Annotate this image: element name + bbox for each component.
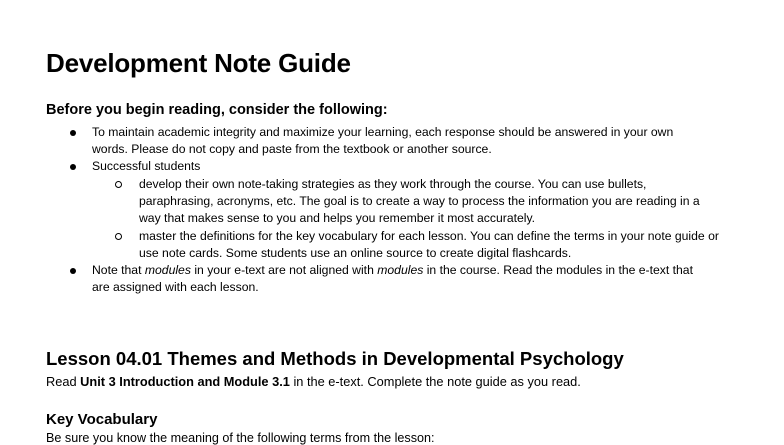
vocab-heading: Key Vocabulary <box>46 411 158 428</box>
intro-heading: Before you begin reading, consider the following: <box>46 102 388 118</box>
sub-list-item-text: develop their own note-taking strategies as they work through the course. You can use bullets, paraphrasing, acronyms, etc. The goal is to create a way to process the information you are reading in a way that makes sense to you and helps you remember it most accurately. <box>139 177 700 226</box>
circle-bullet-icon <box>115 233 122 240</box>
list-item-text: Successful students <box>92 159 201 173</box>
bullet-icon <box>70 268 76 274</box>
sub-list-item-text: master the definitions for the key vocabulary for each lesson. You can define the terms in your note guide or use note cards. Some students use an online source to create digital flashcards. <box>139 229 719 261</box>
list-item-text: Note that modules in your e-text are not aligned with modules in the course. Read the modules in the e-text that are assigned with each lesson. <box>92 263 693 295</box>
lesson-heading: Lesson 04.01 Themes and Methods in Developmental Psychology <box>46 348 624 369</box>
bullet-icon <box>70 130 76 136</box>
page-title: Development Note Guide <box>46 48 351 78</box>
reading-instructions: Read Unit 3 Introduction and Module 3.1 in the e-text. Complete the note guide as you read. <box>46 374 581 389</box>
list-item-text: To maintain academic integrity and maximize your learning, each response should be answered in your own words. Please do not copy and paste from the textbook or another source. <box>92 125 674 157</box>
vocab-intro: Be sure you know the meaning of the following terms from the lesson: <box>46 431 435 445</box>
bullet-icon <box>70 164 76 170</box>
circle-bullet-icon <box>115 181 122 188</box>
